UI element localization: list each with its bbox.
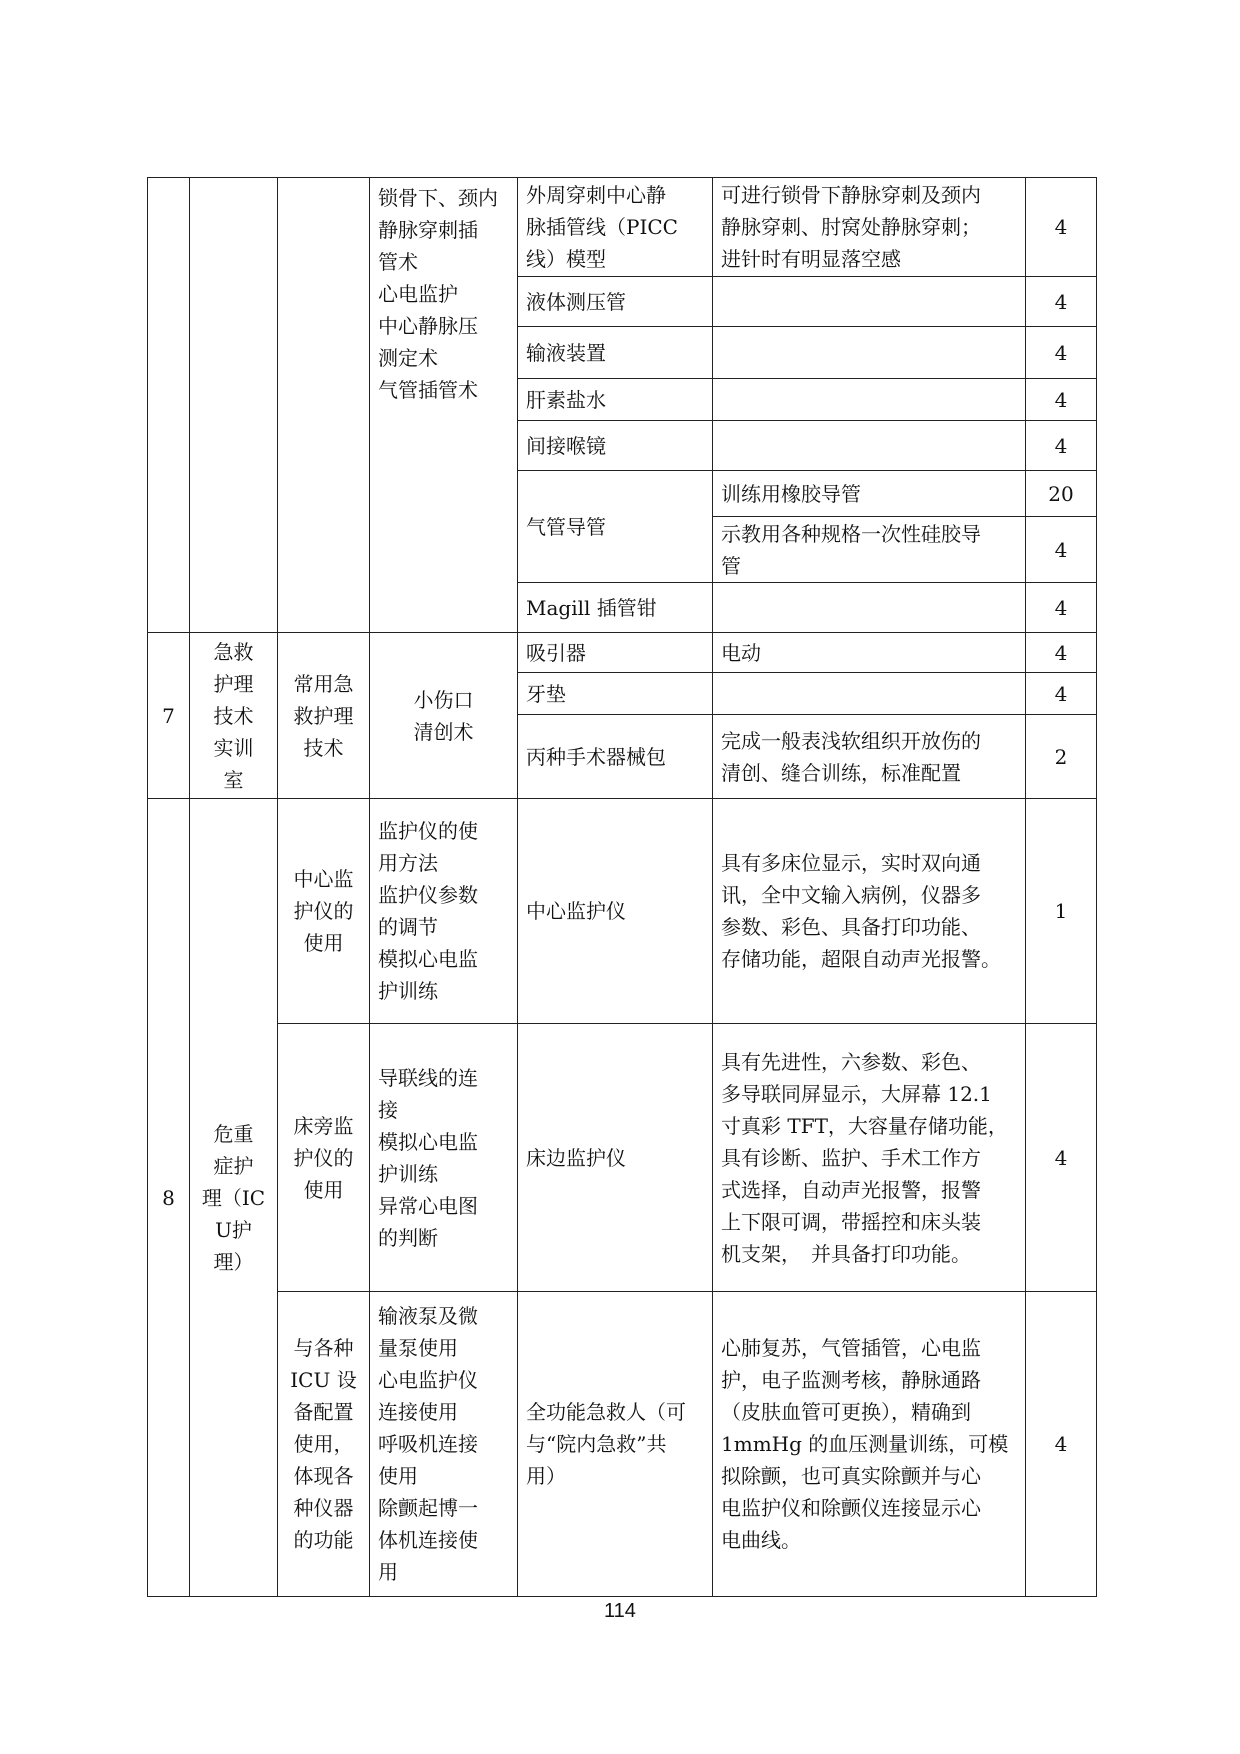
table-row [148,178,1097,277]
quantity-cell: 4 [1026,277,1097,327]
equipment-name-cell: 牙垫 [518,673,713,715]
table-row [148,1292,1097,1597]
quantity-cell: 4 [1026,379,1097,421]
quantity-cell: 4 [1026,1292,1097,1597]
table-row [148,633,1097,673]
equipment-name-cell: 吸引器 [518,633,713,673]
equipment-spec-cell [713,379,1026,421]
project-cell: 常用急 救护理 技术 [278,633,370,799]
equipment-name-cell: 中心监护仪 [518,799,713,1024]
quantity-cell: 4 [1026,1024,1097,1292]
skills-cell: 监护仪的使 用方法 监护仪参数 的调节 模拟心电监 护训练 [370,799,518,1024]
equipment-spec-cell [713,327,1026,379]
skills-cell: 导联线的连 接 模拟心电监 护训练 异常心电图 的判断 [370,1024,518,1292]
equipment-spec-cell: 可进行锁骨下静脉穿刺及颈内 静脉穿刺、肘窝处静脉穿刺； 进针时有明显落空感 [713,178,1026,277]
skills-cell: 小伤口 清创术 [370,633,518,799]
quantity-cell: 1 [1026,799,1097,1024]
quantity-cell: 4 [1026,583,1097,633]
equipment-spec-cell: 电动 [713,633,1026,673]
number-cell [148,178,190,633]
equipment-spec-cell: 完成一般表浅软组织开放伤的 清创、缝合训练，标准配置 [713,715,1026,799]
quantity-cell: 4 [1026,633,1097,673]
equipment-name-cell: 液体测压管 [518,277,713,327]
project-cell: 床旁监 护仪的 使用 [278,1024,370,1292]
number-cell: 8 [148,799,190,1597]
table-row [148,799,1097,1024]
equipment-name-cell: 全功能急救人（可 与“院内急救”共 用） [518,1292,713,1597]
equipment-name-cell: 丙种手术器械包 [518,715,713,799]
equipment-name-cell: 气管导管 [518,471,713,583]
equipment-name-cell: 床边监护仪 [518,1024,713,1292]
quantity-cell: 20 [1026,471,1097,517]
equipment-name-cell: 肝素盐水 [518,379,713,421]
room-cell: 危重 症护 理（IC U护 理） [190,799,278,1597]
quantity-cell: 4 [1026,673,1097,715]
equipment-spec-cell: 训练用橡胶导管 [713,471,1026,517]
room-cell: 急救 护理 技术 实训 室 [190,633,278,799]
quantity-cell: 4 [1026,178,1097,277]
skills-cell: 锁骨下、颈内 静脉穿刺插 管术 心电监护 中心静脉压 测定术 气管插管术 [370,178,518,633]
equipment-spec-cell: 具有先进性，六参数、彩色、 多导联同屏显示，大屏幕 12.1 寸真彩 TFT，大容量存储功能， 具有诊断、监护、手术工作方 式选择，自动声光报警，报警 上下限可调，带摇控和床头装 机支架， 并具备打印功能。 [713,1024,1026,1292]
equipment-spec-cell [713,277,1026,327]
equipment-spec-cell [713,673,1026,715]
project-cell: 中心监 护仪的 使用 [278,799,370,1024]
equipment-spec-cell: 具有多床位显示，实时双向通 讯，全中文输入病例，仪器多 参数、彩色、具备打印功能、 存储功能，超限自动声光报警。 [713,799,1026,1024]
equipment-name-cell: 间接喉镜 [518,421,713,471]
table-row [148,1024,1097,1292]
project-cell: 与各种 ICU 设 备配置 使用， 体现各 种仪器 的功能 [278,1292,370,1597]
quantity-cell: 4 [1026,517,1097,583]
skills-cell: 输液泵及微 量泵使用 心电监护仪 连接使用 呼吸机连接 使用 除颤起博一 体机连接使 用 [370,1292,518,1597]
equipment-name-cell: 输液装置 [518,327,713,379]
equipment-spec-cell: 示教用各种规格一次性硅胶导 管 [713,517,1026,583]
equipment-spec-cell [713,583,1026,633]
equipment-spec-cell [713,421,1026,471]
equipment-spec-cell: 心肺复苏，气管插管，心电监 护，电子监测考核，静脉通路 （皮肤血管可更换），精确到 1mmHg 的血压测量训练，可模 拟除颤，也可真实除颤并与心 电监护仪和除颤仪连接显示心 电曲线。 [713,1292,1026,1597]
room-cell [190,178,278,633]
quantity-cell: 4 [1026,421,1097,471]
number-cell: 7 [148,633,190,799]
equipment-table [147,177,1097,1597]
quantity-cell: 4 [1026,327,1097,379]
quantity-cell: 2 [1026,715,1097,799]
page-number: 114 [604,1600,636,1622]
project-cell [278,178,370,633]
equipment-name-cell: Magill 插管钳 [518,583,713,633]
equipment-name-cell: 外周穿刺中心静 脉插管线（PICC 线）模型 [518,178,713,277]
